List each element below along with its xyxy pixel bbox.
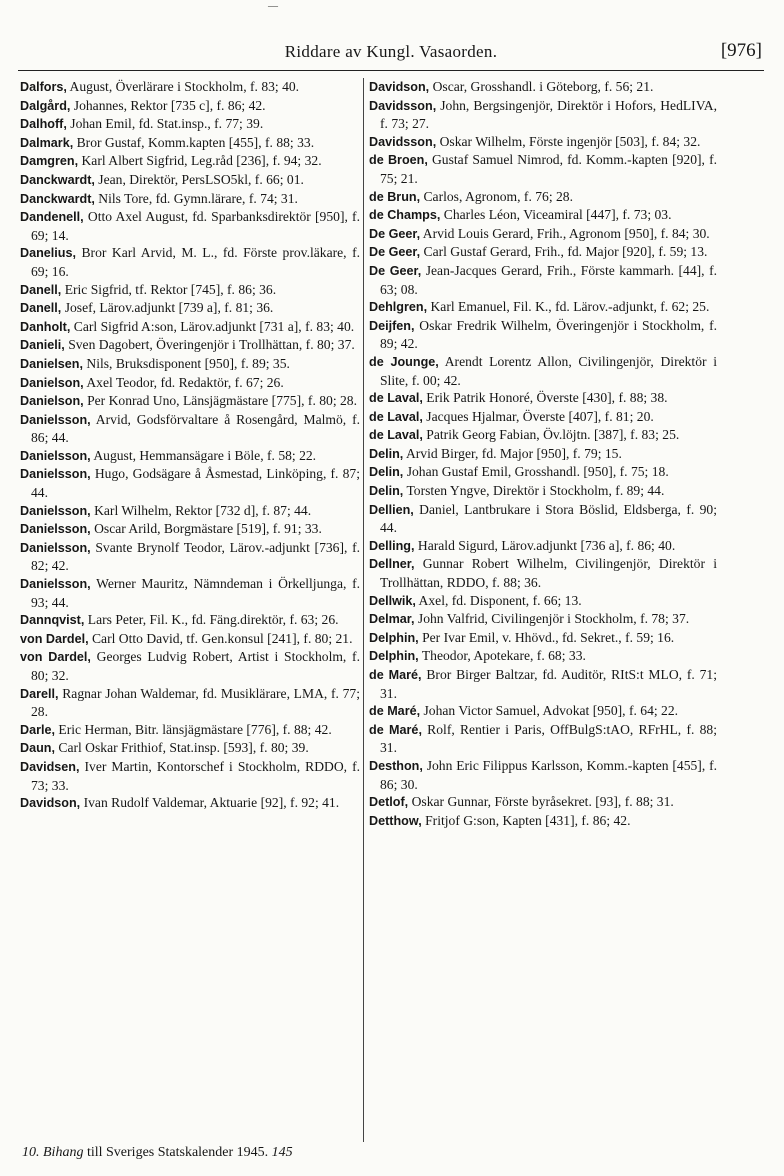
entry-surname: Danielson, bbox=[20, 375, 84, 390]
entry-details: Karl Emanuel, Fil. K., fd. Lärov.-adjunkt, f. 62; 25. bbox=[427, 299, 710, 315]
register-entry bbox=[20, 447, 360, 466]
entry-details: Carl Oskar Frithiof, Stat.insp. [593], f. 80; 39. bbox=[54, 740, 309, 756]
entry-surname: Dalhoff, bbox=[20, 117, 67, 132]
entry-details: Karl Albert Sigfrid, Leg.råd [236], f. 94; 32. bbox=[78, 153, 322, 169]
entry-surname: Dalgård, bbox=[20, 98, 71, 113]
entry-surname: de Laval, bbox=[369, 409, 423, 424]
entry-surname: Danckwardt, bbox=[20, 191, 95, 206]
register-entry bbox=[369, 592, 717, 611]
entry-surname: de Laval, bbox=[369, 428, 423, 443]
register-entry bbox=[369, 298, 717, 317]
entry-surname: Dehlgren, bbox=[369, 300, 428, 315]
entry-surname: Davidsson, bbox=[369, 134, 437, 149]
register-entry bbox=[20, 299, 360, 318]
entry-details: Josef, Lärov.adjunkt [739 a], f. 81; 36. bbox=[61, 300, 274, 316]
entry-surname: Dellien, bbox=[369, 502, 414, 517]
register-entry bbox=[369, 78, 717, 97]
entry-surname: Davidson, bbox=[20, 796, 81, 811]
entry-surname: Delphin, bbox=[369, 649, 419, 664]
entry-surname: Delin, bbox=[369, 484, 404, 499]
entry-surname: Delmar, bbox=[369, 612, 415, 627]
entry-surname: Danielsson, bbox=[20, 522, 91, 537]
entry-surname: Darell, bbox=[20, 686, 59, 701]
entry-details: Hugo, Godsägare å Åsmestad, Linköping, f. 87; 44. bbox=[31, 466, 360, 501]
entry-surname: de Brun, bbox=[369, 189, 421, 204]
entry-surname: Danholt, bbox=[20, 319, 71, 334]
entry-surname: Darle, bbox=[20, 722, 56, 737]
entry-surname: Delling, bbox=[369, 538, 415, 553]
entry-surname: Delin, bbox=[369, 446, 404, 461]
entry-surname: Danielsson, bbox=[20, 467, 91, 482]
entry-details: Oscar Arild, Borgmästare [519], f. 91; 33. bbox=[90, 521, 322, 537]
footer-prefix: 10. bbox=[22, 1145, 43, 1160]
entry-details: Arvid Birger, fd. Major [950], f. 79; 15. bbox=[403, 445, 622, 461]
entry-surname: Davidson, bbox=[369, 80, 430, 94]
left-column bbox=[20, 78, 360, 813]
entry-surname: Danieli, bbox=[20, 338, 65, 353]
entry-surname: Danielsson, bbox=[20, 577, 91, 592]
entry-details: Jean-Jacques Gerard, Frih., Förste kammarh. [44], f. 63; 08. bbox=[380, 262, 717, 297]
entry-details: Axel, fd. Disponent, f. 66; 13. bbox=[415, 592, 582, 608]
entry-surname: de Laval, bbox=[369, 391, 423, 406]
register-entry bbox=[20, 685, 360, 721]
register-entry bbox=[369, 647, 717, 666]
register-entry bbox=[369, 757, 717, 793]
entry-details: John Eric Filippus Karlsson, Komm.-kapten [455], f. 86; 30. bbox=[380, 757, 717, 792]
entry-surname: Danielsson, bbox=[20, 412, 91, 427]
register-entry bbox=[369, 555, 717, 591]
entry-surname: Danell, bbox=[20, 301, 62, 316]
register-entry bbox=[20, 739, 360, 758]
entry-surname: Dandenell, bbox=[20, 210, 84, 225]
entry-surname: De Geer, bbox=[369, 226, 421, 241]
page-header bbox=[18, 40, 764, 71]
entry-details: Bror Gustaf, Komm.kapten [455], f. 88; 33. bbox=[73, 134, 315, 150]
entry-details: Daniel, Lantbrukare i Stora Böslid, Eldsberga, f. 90; 44. bbox=[380, 501, 717, 536]
entry-details: Patrik Georg Fabian, Öv.löjtn. [387], f. 83; 25. bbox=[422, 427, 680, 443]
register-entry bbox=[20, 648, 360, 684]
register-entry bbox=[369, 97, 717, 133]
register-entry bbox=[20, 502, 360, 521]
entry-details: Bror Karl Arvid, M. L., fd. Förste prov.läkare, f. 69; 16. bbox=[31, 245, 360, 279]
register-entry bbox=[369, 426, 717, 445]
entry-details: Rolf, Rentier i Paris, OffBulgS:tAO, RFrHL, f. 88; 31. bbox=[380, 721, 717, 756]
entry-details: Oskar Wilhelm, Förste ingenjör [503], f. 84; 32. bbox=[436, 133, 701, 149]
entry-surname: Danckwardt, bbox=[20, 172, 95, 187]
entry-details: Theodor, Apotekare, f. 68; 33. bbox=[418, 648, 586, 664]
entry-surname: de Maré, bbox=[369, 668, 422, 682]
entry-surname: Deijfen, bbox=[369, 318, 415, 333]
register-entry bbox=[369, 243, 717, 262]
entry-details: Carl Otto David, tf. Gen.konsul [241], f. 80; 21. bbox=[88, 630, 353, 646]
page-number: [976] bbox=[720, 40, 762, 61]
footer-middle: till Sveriges Statskalender 1945. bbox=[83, 1145, 272, 1160]
register-entry bbox=[20, 374, 360, 393]
register-entry bbox=[369, 463, 717, 482]
register-entry bbox=[369, 537, 717, 556]
register-entry bbox=[20, 539, 360, 575]
entry-details: Gustaf Samuel Nimrod, fd. Komm.-kapten [920], f. 75; 21. bbox=[380, 152, 717, 186]
register-entry bbox=[369, 721, 717, 757]
entry-details: Georges Ludvig Robert, Artist i Stockholm, f. 80; 32. bbox=[31, 649, 360, 683]
entry-details: Lars Peter, Fil. K., fd. Fäng.direktör, f. 63; 26. bbox=[84, 612, 339, 628]
register-entry bbox=[369, 225, 717, 244]
entry-details: Per Konrad Uno, Länsjägmästare [775], f. 80; 28. bbox=[83, 393, 358, 409]
entry-details: August, Hemmansägare i Böle, f. 58; 22. bbox=[90, 447, 317, 463]
column-divider bbox=[363, 78, 364, 1142]
entry-details: August, Överlärare i Stockholm, f. 83; 40. bbox=[66, 79, 300, 94]
register-entry bbox=[20, 465, 360, 501]
register-entry bbox=[20, 758, 360, 794]
register-entry bbox=[20, 152, 360, 171]
entry-surname: Danielson, bbox=[20, 394, 84, 409]
page-title: Riddare av Kungl. Vasaorden. bbox=[284, 42, 498, 61]
entry-surname: Danielsen, bbox=[20, 356, 83, 371]
entry-surname: Daun, bbox=[20, 741, 55, 756]
entry-surname: Delin, bbox=[369, 465, 404, 480]
entry-surname: Dalfors, bbox=[20, 80, 67, 94]
top-mark: — bbox=[268, 1, 278, 12]
entry-details: Werner Mauritz, Nämndeman i Örkelljunga, f. 93; 44. bbox=[31, 576, 360, 610]
entry-details: Oscar, Grosshandl. i Göteborg, f. 56; 21. bbox=[429, 79, 654, 94]
entry-surname: de Jounge, bbox=[369, 354, 439, 369]
register-entry bbox=[369, 501, 717, 537]
entry-details: Iver Martin, Kontorschef i Stockholm, RDDO, f. 73; 33. bbox=[31, 758, 360, 793]
entry-surname: Davidsen, bbox=[20, 759, 80, 774]
entry-surname: Dannqvist, bbox=[20, 613, 85, 628]
register-entry bbox=[20, 115, 360, 134]
entry-surname: von Dardel, bbox=[20, 650, 91, 665]
register-entry bbox=[20, 244, 360, 280]
register-entry bbox=[369, 793, 717, 812]
register-entry bbox=[20, 520, 360, 539]
entry-details: Erik Patrik Honoré, Överste [430], f. 88; 38. bbox=[422, 390, 668, 406]
register-entry bbox=[369, 482, 717, 501]
entry-surname: Danielsson, bbox=[20, 503, 91, 518]
entry-details: Oskar Fredrik Wilhelm, Överingenjör i Stockholm, f. 89; 42. bbox=[380, 317, 717, 352]
entry-details: Arvid Louis Gerard, Frih., Agronom [950], f. 84; 30. bbox=[420, 225, 710, 241]
entry-details: Gunnar Robert Wilhelm, Civilingenjör, Direktör i Trollhättan, RDDO, f. 88; 36. bbox=[380, 556, 717, 591]
footer-page: 145 bbox=[271, 1145, 293, 1160]
entry-surname: Desthon, bbox=[369, 758, 423, 773]
register-entry bbox=[20, 630, 360, 649]
entry-surname: Danelius, bbox=[20, 246, 76, 261]
entry-surname: De Geer, bbox=[369, 263, 422, 278]
entry-surname: Detthow, bbox=[369, 813, 422, 828]
entry-surname: Dellwik, bbox=[369, 593, 416, 608]
entry-details: Nils Tore, fd. Gymn.lärare, f. 74; 31. bbox=[94, 190, 298, 206]
entry-details: Ivan Rudolf Valdemar, Aktuarie [92], f. 92; 41. bbox=[80, 795, 340, 811]
register-columns bbox=[20, 78, 768, 1144]
register-entry bbox=[20, 134, 360, 153]
register-entry bbox=[20, 392, 360, 411]
entry-surname: Delphin, bbox=[369, 630, 419, 645]
entry-details: John Valfrid, Civilingenjör i Stockholm, f. 78; 37. bbox=[414, 611, 690, 627]
entry-details: Charles Léon, Viceamiral [447], f. 73; 03. bbox=[440, 207, 672, 223]
entry-details: Sven Dagobert, Överingenjör i Trollhättan, f. 80; 37. bbox=[64, 337, 355, 353]
register-entry bbox=[20, 281, 360, 300]
entry-details: Carl Gustaf Gerard, Frih., fd. Major [920], f. 59; 13. bbox=[420, 244, 708, 260]
entry-surname: De Geer, bbox=[369, 245, 421, 260]
right-column bbox=[369, 78, 717, 830]
register-entry bbox=[20, 171, 360, 190]
entry-surname: Davidsson, bbox=[369, 98, 437, 113]
entry-surname: de Broen, bbox=[369, 153, 428, 168]
register-entry bbox=[369, 151, 717, 187]
entry-details: Per Ivar Emil, v. Hhövd., fd. Sekret., f. 59; 16. bbox=[418, 629, 675, 645]
register-entry bbox=[20, 611, 360, 630]
entry-surname: Danell, bbox=[20, 282, 62, 297]
register-entry bbox=[369, 629, 717, 648]
entry-details: Karl Wilhelm, Rektor [732 d], f. 87; 44. bbox=[90, 502, 312, 518]
entry-surname: de Maré, bbox=[369, 704, 421, 719]
entry-surname: von Dardel, bbox=[20, 631, 89, 646]
page-footer bbox=[22, 1145, 293, 1161]
entry-details: Carlos, Agronom, f. 76; 28. bbox=[420, 188, 574, 204]
register-entry bbox=[20, 575, 360, 611]
register-entry bbox=[20, 97, 360, 116]
entry-details: Arvid, Godsförvaltare å Rosengård, Malmö, f. 86; 44. bbox=[31, 411, 360, 446]
register-entry bbox=[369, 445, 717, 464]
register-entry bbox=[20, 355, 360, 374]
register-entry bbox=[369, 133, 717, 152]
entry-details: Johan Gustaf Emil, Grosshandl. [950], f. 75; 18. bbox=[403, 464, 669, 480]
entry-surname: Dalmark, bbox=[20, 135, 74, 150]
entry-surname: Danielsson, bbox=[20, 540, 91, 555]
register-entry bbox=[20, 190, 360, 209]
entry-details: Svante Brynolf Teodor, Lärov.-adjunkt [736], f. 82; 42. bbox=[31, 539, 360, 574]
register-entry bbox=[369, 812, 717, 831]
entry-surname: Damgren, bbox=[20, 154, 79, 169]
entry-details: Harald Sigurd, Lärov.adjunkt [736 a], f. 86; 40. bbox=[414, 537, 676, 553]
footer-publication: Bihang bbox=[43, 1145, 84, 1160]
register-entry bbox=[369, 317, 717, 353]
register-entry bbox=[20, 318, 360, 337]
entry-surname: de Champs, bbox=[369, 208, 441, 223]
entry-details: John, Bergsingenjör, Direktör i Hofors, HedLIVA, f. 73; 27. bbox=[380, 97, 717, 132]
register-entry bbox=[20, 411, 360, 447]
entry-surname: Dellner, bbox=[369, 557, 415, 572]
entry-details: Otto Axel August, fd. Sparbanksdirektör [950], f. 69; 14. bbox=[31, 209, 360, 243]
entry-surname: Danielsson, bbox=[20, 448, 91, 463]
entry-details: Johan Emil, fd. Stat.insp., f. 77; 39. bbox=[66, 116, 264, 132]
entry-surname: de Maré, bbox=[369, 722, 422, 737]
register-entry bbox=[369, 702, 717, 721]
entry-details: Axel Teodor, fd. Redaktör, f. 67; 26. bbox=[83, 374, 284, 390]
entry-details: Fritjof G:son, Kapten [431], f. 86; 42. bbox=[421, 812, 631, 828]
entry-details: Arendt Lorentz Allon, Civilingenjör, Direktör i Slite, f. 00; 42. bbox=[380, 353, 717, 388]
entry-details: Ragnar Johan Waldemar, fd. Musiklärare, LMA, f. 77; 28. bbox=[31, 685, 360, 720]
entry-details: Eric Sigfrid, tf. Rektor [745], f. 86; 36. bbox=[61, 281, 277, 297]
register-entry bbox=[369, 610, 717, 629]
entry-details: Torsten Yngve, Direktör i Stockholm, f. 89; 44. bbox=[403, 483, 665, 499]
register-entry bbox=[369, 389, 717, 408]
register-entry bbox=[369, 206, 717, 225]
entry-details: Bror Birger Baltzar, fd. Auditör, RItS:t MLO, f. 71; 31. bbox=[380, 667, 717, 701]
entry-details: Jean, Direktör, PersLSO5kl, f. 66; 01. bbox=[94, 171, 304, 187]
register-entry bbox=[20, 721, 360, 740]
register-entry bbox=[20, 336, 360, 355]
register-entry bbox=[369, 262, 717, 298]
register-entry bbox=[369, 408, 717, 427]
register-entry bbox=[20, 794, 360, 813]
entry-surname: Detlof, bbox=[369, 795, 409, 810]
entry-details: Johan Victor Samuel, Advokat [950], f. 64; 22. bbox=[420, 703, 679, 719]
register-entry bbox=[20, 208, 360, 244]
entry-details: Carl Sigfrid A:son, Lärov.adjunkt [731 a], f. 83; 40. bbox=[70, 318, 355, 334]
register-entry bbox=[369, 666, 717, 702]
entry-details: Johannes, Rektor [735 c], f. 86; 42. bbox=[70, 97, 266, 113]
entry-details: Nils, Bruksdisponent [950], f. 89; 35. bbox=[83, 355, 290, 371]
entry-details: Jacques Hjalmar, Överste [407], f. 81; 20. bbox=[422, 408, 654, 424]
entry-details: Eric Herman, Bitr. länsjägmästare [776], f. 88; 42. bbox=[55, 721, 332, 737]
register-entry bbox=[369, 188, 717, 207]
register-entry bbox=[369, 353, 717, 389]
register-entry bbox=[20, 78, 360, 97]
entry-details: Oskar Gunnar, Förste byråsekret. [93], f. 88; 31. bbox=[408, 794, 674, 810]
